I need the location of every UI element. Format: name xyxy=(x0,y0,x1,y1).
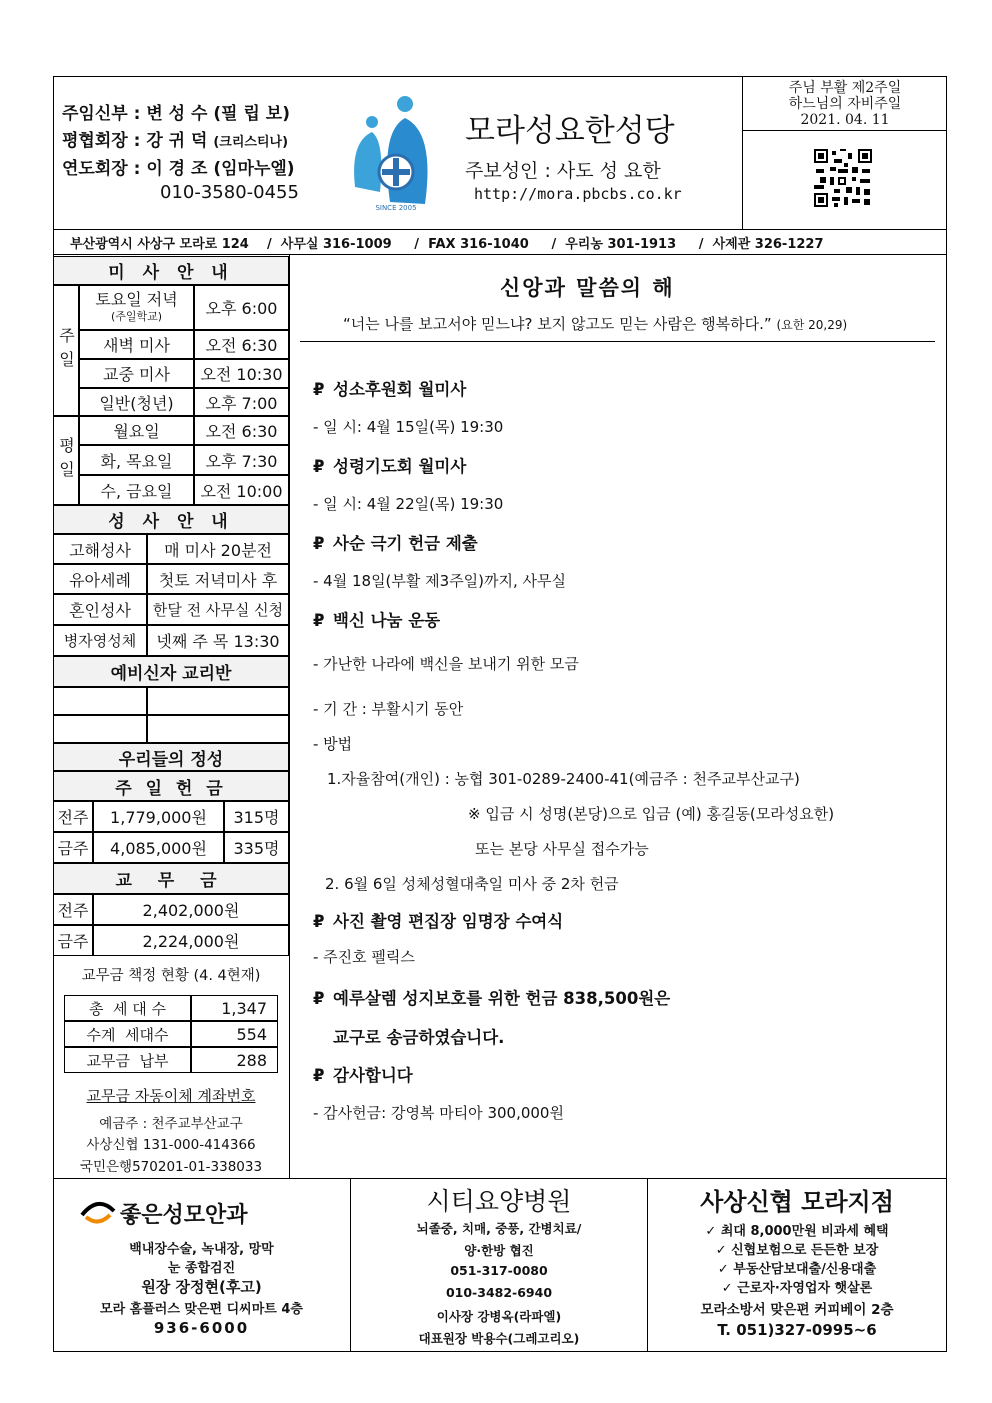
hospital-line: 양·한방 협진 xyxy=(464,1243,534,1258)
church-logo xyxy=(350,92,440,214)
gospel-quote: “너는 나를 보고서야 믿느냐? 보지 않고도 믿는 사람은 행복하다.” (요한 20,29) xyxy=(343,315,848,333)
catechumen-cell xyxy=(147,687,289,715)
autopay-title: 교무금 자동이체 계좌번호 xyxy=(86,1087,256,1105)
notice-line: 1.자율참여(개인) : 농협 301-0289-2400-41(예금주 : 천주교부산교구) xyxy=(327,770,800,788)
dues-label: 전주 xyxy=(53,894,93,925)
funeral-chair-line: 연도회장 : 이 경 조 (임마누엘) xyxy=(62,159,295,179)
sacrament-value: 매 미사 20분전 xyxy=(147,534,289,564)
catechumen-title: 예비신자 교리반 xyxy=(53,656,289,687)
notice-heading: ₽ 예루살렘 성지보호를 위한 헌금 838,500원은 xyxy=(313,989,671,1008)
logo-since-text: SINCE 2005 xyxy=(375,204,417,212)
notice-heading: ₽ 성소후원회 월미사 xyxy=(313,380,467,399)
offering-label: 금주 xyxy=(53,832,93,863)
mass-row-time: 오후 6:00 xyxy=(194,285,289,330)
notice-heading: ₽ 사진 촬영 편집장 임명장 수여식 xyxy=(313,912,564,931)
credit-union-name: 사상신협 모라지점 xyxy=(700,1188,894,1216)
sacrament-name: 고해성사 xyxy=(53,534,147,564)
credit-union-line: ✓ 부동산담보대출/신용대출 xyxy=(717,1262,877,1277)
account-holder: 예금주 : 천주교부산교구 xyxy=(99,1116,243,1132)
bulletin-date: 2021. 04. 11 xyxy=(800,112,890,128)
credit-union-line: 모라소방서 맞은편 커피베이 2층 xyxy=(700,1302,894,1318)
mass-row-name: 토요일 저녁 (주일학교) xyxy=(79,285,194,330)
notice-line: - 감사헌금: 강영복 마티아 300,000원 xyxy=(313,1104,564,1122)
account-number: 국민은행570201-01-338033 xyxy=(79,1159,263,1175)
status-value: 554 xyxy=(191,1021,278,1047)
patron-saint: 주보성인 : 사도 성 요한 xyxy=(465,160,661,182)
mass-row-name: 화, 목요일 xyxy=(79,445,194,475)
offering-amount: 1,779,000원 xyxy=(93,801,224,832)
weekday-mass-label: 평일 xyxy=(53,416,79,505)
address-bar: 부산광역시 사상구 모라로 124 / 사무실 316-1009 / FAX 316-1040 / 우리농 301-1913 / 사제관 326-1227 xyxy=(70,237,824,252)
eye-clinic-line: 모라 홈플러스 맞은편 디씨마트 4층 xyxy=(100,1302,303,1317)
credit-union-line: ✓ 신협보험으로 든든한 보장 xyxy=(715,1243,879,1258)
offerings-title: 우리들의 정성 xyxy=(53,743,289,771)
ads-divider xyxy=(53,1178,947,1179)
pastor-line: 주임신부 : 변 성 수 (필 립 보) xyxy=(62,104,290,124)
offering-people: 335명 xyxy=(224,832,289,863)
sacrament-value: 한달 전 사무실 신청 xyxy=(147,594,289,625)
notice-line: - 가난한 나라에 백신을 보내기 위한 모금 xyxy=(313,655,579,673)
hospital-phone: 010-3482-6940 xyxy=(445,1285,553,1300)
account-number: 사상신협 131-000-414366 xyxy=(86,1137,256,1153)
mass-row-name: 일반(청년) xyxy=(79,388,194,416)
hospital-line: 대표원장 박용수(그레고리오) xyxy=(418,1331,580,1346)
hospital-name: 시티요양병원 xyxy=(426,1187,572,1216)
status-value: 288 xyxy=(191,1047,278,1073)
notice-line: 또는 본당 사무실 접수가능 xyxy=(475,840,649,858)
address-divider xyxy=(53,254,947,255)
column-divider xyxy=(289,254,290,1178)
hospital-line: 뇌졸중, 치매, 중풍, 간병치료/ xyxy=(416,1221,582,1236)
mass-row-time: 오전 6:30 xyxy=(194,330,289,359)
liturgical-sunday-1: 주님 부활 제2주일 xyxy=(788,80,902,96)
notice-heading: ₽ 사순 극기 헌금 제출 xyxy=(313,534,478,553)
credit-union-line: ✓ 최대 8,000만원 비과세 혜택 xyxy=(705,1224,889,1239)
sacrament-value: 첫토 저녁미사 후 xyxy=(147,564,289,594)
eye-clinic-phone: 936-6000 xyxy=(153,1319,250,1337)
eye-clinic-logo-icon xyxy=(80,1197,116,1227)
notice-heading: ₽ 감사합니다 xyxy=(313,1066,413,1085)
mass-row-name: 월요일 xyxy=(79,416,194,445)
dues-title: 교 무 금 xyxy=(53,863,289,894)
qr-code[interactable] xyxy=(812,147,874,209)
notice-line: - 방법 xyxy=(313,735,353,753)
offering-amount: 4,085,000원 xyxy=(93,832,224,863)
council-president-line: 평협회장 : 강 귀 덕 (크리스티나) xyxy=(62,131,289,151)
status-label: 수계 세대수 xyxy=(64,1021,191,1047)
offering-label: 전주 xyxy=(53,801,93,832)
notice-line: - 4월 18일(부활 제3주일)까지, 사무실 xyxy=(313,572,567,590)
status-value: 1,347 xyxy=(191,995,278,1021)
sunday-offering-title: 주 일 헌 금 xyxy=(53,771,289,801)
catechumen-cell xyxy=(147,715,289,743)
status-label: 총 세 대 수 xyxy=(64,995,191,1021)
offering-people: 315명 xyxy=(224,801,289,832)
dues-amount: 2,402,000원 xyxy=(93,894,289,925)
catechumen-cell xyxy=(53,687,147,715)
sacrament-name: 유아세례 xyxy=(53,564,147,594)
mass-guide-title: 미 사 안 내 xyxy=(53,256,289,285)
contact-phone: 010-3580-0455 xyxy=(160,182,299,203)
mass-row-name: 교중 미사 xyxy=(79,359,194,388)
sacraments-title: 성 사 안 내 xyxy=(53,505,289,534)
header-divider xyxy=(53,229,947,230)
website-link[interactable]: http://mora.pbcbs.co.kr xyxy=(474,185,682,203)
notice-line: - 일 시: 4월 15일(목) 19:30 xyxy=(313,418,504,436)
mass-row-time: 오전 10:00 xyxy=(194,475,289,505)
year-theme-title: 신앙과 말씀의 해 xyxy=(500,276,675,300)
notice-line: - 기 간 : 부활시기 동안 xyxy=(313,700,464,718)
notice-line: - 일 시: 4월 22일(목) 19:30 xyxy=(313,495,504,513)
mass-row-time: 오전 6:30 xyxy=(194,416,289,445)
eye-clinic-line: 원장 장정현(후고) xyxy=(141,1278,262,1296)
notice-heading: ₽ 성령기도회 월미사 xyxy=(313,457,467,476)
dues-label: 금주 xyxy=(53,925,93,956)
sacrament-value: 넷째 주 목 13:30 xyxy=(147,625,289,656)
eye-clinic-name: 좋은성모안과 xyxy=(120,1203,248,1228)
sunday-mass-label: 주일 xyxy=(53,285,79,416)
notice-line: ※ 입금 시 성명(본당)으로 입금 (예) 홍길동(모라성요한) xyxy=(468,805,835,823)
mass-row-time: 오후 7:00 xyxy=(194,388,289,416)
sacrament-name: 병자영성체 xyxy=(53,625,147,656)
notice-line: 2. 6월 6일 성체성혈대축일 미사 중 2차 헌금 xyxy=(325,875,619,893)
hospital-phone: 051-317-0080 xyxy=(450,1263,548,1278)
eye-clinic-line: 백내장수술, 녹내장, 망막 xyxy=(129,1242,274,1257)
church-name: 모라성요한성당 xyxy=(465,113,675,149)
notice-heading-continued: 교구로 송금하였습니다. xyxy=(333,1028,505,1047)
mass-row-time: 오전 10:30 xyxy=(194,359,289,388)
date-box-divider xyxy=(742,76,743,229)
eye-clinic-line: 눈 종합검진 xyxy=(167,1261,236,1276)
status-label: 교무금 납부 xyxy=(64,1047,191,1073)
hospital-line: 이사장 강병옥(라파엘) xyxy=(436,1309,562,1324)
mass-row-time: 오후 7:30 xyxy=(194,445,289,475)
mass-row-name: 새벽 미사 xyxy=(79,330,194,359)
dues-amount: 2,224,000원 xyxy=(93,925,289,956)
credit-union-line: ✓ 근로자·자영업자 햇살론 xyxy=(721,1281,873,1296)
title-underline xyxy=(300,341,935,342)
catechumen-cell xyxy=(53,715,147,743)
notice-line: - 주진호 펠릭스 xyxy=(313,948,415,966)
mass-row-name: 수, 금요일 xyxy=(79,475,194,505)
sacrament-name: 혼인성사 xyxy=(53,594,147,625)
credit-union-phone: T. 051)327-0995~6 xyxy=(717,1321,877,1339)
liturgical-sunday-2: 하느님의 자비주일 xyxy=(788,96,902,112)
dues-status-title: 교무금 책정 현황 (4. 4현재) xyxy=(81,968,261,984)
notice-heading: ₽ 백신 나눔 운동 xyxy=(313,611,441,630)
